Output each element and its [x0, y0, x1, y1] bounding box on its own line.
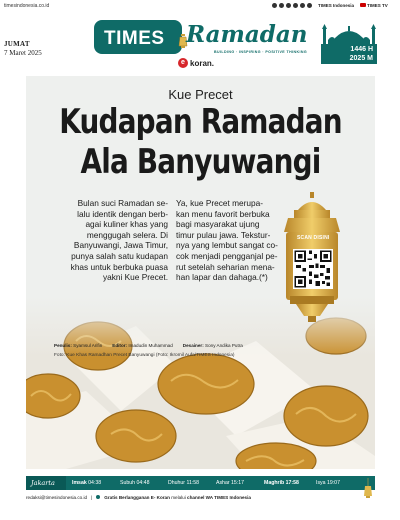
threads-icon[interactable] [293, 3, 298, 8]
social-handle[interactable]: TIMES Indonesia [318, 3, 355, 8]
col2-line: cok menjadi pengganjal pe- [176, 250, 278, 261]
col2-line: han lapar dan dahaga.(*) [176, 272, 268, 283]
col1-line: menggugah selera. Di [86, 229, 168, 240]
cover-panel [26, 76, 375, 469]
article-kicker: Kue Precet [168, 87, 233, 102]
whatsapp-icon [96, 495, 100, 499]
x-icon[interactable] [279, 3, 284, 8]
col2-line: Ya, kue Precet merupa- [176, 198, 264, 208]
youtube-icon [360, 3, 366, 7]
logo-ramadan-text: Ramadan [186, 21, 308, 48]
col1-line: Bulan suci Ramadan se- [77, 198, 168, 208]
prayer-dhuhur: Dhuhur 11:58 [168, 480, 200, 486]
instagram-icon[interactable] [272, 3, 277, 8]
col1-line: agai kuliner khas yang [85, 219, 168, 230]
issue-date [4, 40, 42, 57]
footer-line [26, 492, 375, 502]
headline-line-2: Ala Banyuwangi [80, 142, 321, 182]
facebook-icon[interactable] [300, 3, 305, 8]
prayer-subuh: Subuh 04:48 [120, 480, 150, 486]
col1-line: lalu identik dengan berb- [77, 208, 168, 219]
site-url[interactable]: timesindonesia.co.id [4, 3, 50, 9]
issue-date-full: 7 Maret 2025 [4, 49, 42, 57]
credit-editor: Editor: Imadudin Muhammad [112, 343, 173, 348]
footer-lantern-icon [364, 478, 372, 500]
logo-tagline: BUILDING · INSPIRING · POSITIVE THINKING [214, 50, 308, 54]
prayer-ashar: Ashar 15:17 [216, 480, 244, 486]
footer-divider: | [91, 494, 93, 500]
col2-line: nya yang lembut sangat co- [176, 240, 278, 251]
redaksi-email[interactable]: redaksi@timesindonesia.co.id [26, 494, 88, 500]
times-ramadan-logo [94, 20, 312, 68]
ekoran-logo [178, 58, 214, 68]
prayer-imsak: Imsak 04:38 [72, 480, 102, 486]
article-credits [54, 343, 243, 348]
col1-line: yakni Kue Precet. [102, 272, 168, 283]
col2-line: bagi masyarakat ujung [176, 219, 260, 230]
footer-promo[interactable]: Gratis Berlangganan E- Koran melalui channel WA TIMES Indonesia [104, 494, 251, 500]
prayer-times-list [72, 476, 356, 490]
year-box [321, 44, 377, 64]
photo-caption: Foto: Kue Khas Ramadhan Precet Banyuwangi (Foto: Ikromil Aufa/TIMES Indonesia) [54, 353, 235, 358]
col2-line: rut setelah seharian mena- [176, 261, 275, 272]
prayer-city: Jakarta [26, 476, 66, 490]
tv-link[interactable] [360, 3, 388, 8]
issue-day: JUMAT [4, 40, 30, 48]
col2-line: kan menu favorit berbuka [176, 208, 270, 219]
year-badge [321, 24, 377, 64]
social-icons [272, 3, 312, 8]
article-column-1 [48, 198, 168, 283]
tiktok-icon[interactable] [286, 3, 291, 8]
tv-label: TIMES TV [367, 3, 388, 8]
scan-here-label: SCAN DISINI [297, 235, 330, 241]
hijri-year: 1446 H [350, 46, 373, 53]
whatsapp-icon[interactable] [307, 3, 312, 8]
col1-line: punya salah satu kudapan [71, 250, 168, 261]
credit-writer: Penulis: Syamsul Arifin [54, 343, 103, 348]
article-headline [26, 102, 375, 182]
mosque-silhouette-icon [321, 24, 377, 46]
prayer-isya: Isya 19:07 [316, 480, 340, 486]
ekoran-e-badge: e [178, 58, 188, 68]
col1-line: Banyuwangi, Jawa Timur, [73, 240, 168, 251]
qr-code[interactable] [293, 249, 333, 289]
ekoran-text: koran. [190, 58, 215, 68]
logo-times-badge [94, 20, 182, 54]
col1-line: khas untuk berbuka puasa [70, 261, 168, 272]
col2-line: timur pulau jawa. Tekstur- [176, 229, 271, 240]
masehi-year: 2025 M [349, 55, 373, 62]
headline-line-1: Kudapan Ramadan [59, 102, 342, 142]
prayer-maghrib: Maghrib 17:58 [264, 480, 299, 486]
top-strip [0, 0, 400, 14]
credit-designer: Desainer: Sony Andika Putra [182, 343, 243, 348]
logo-times-text: TIMES [104, 28, 165, 49]
social-links [272, 3, 388, 8]
